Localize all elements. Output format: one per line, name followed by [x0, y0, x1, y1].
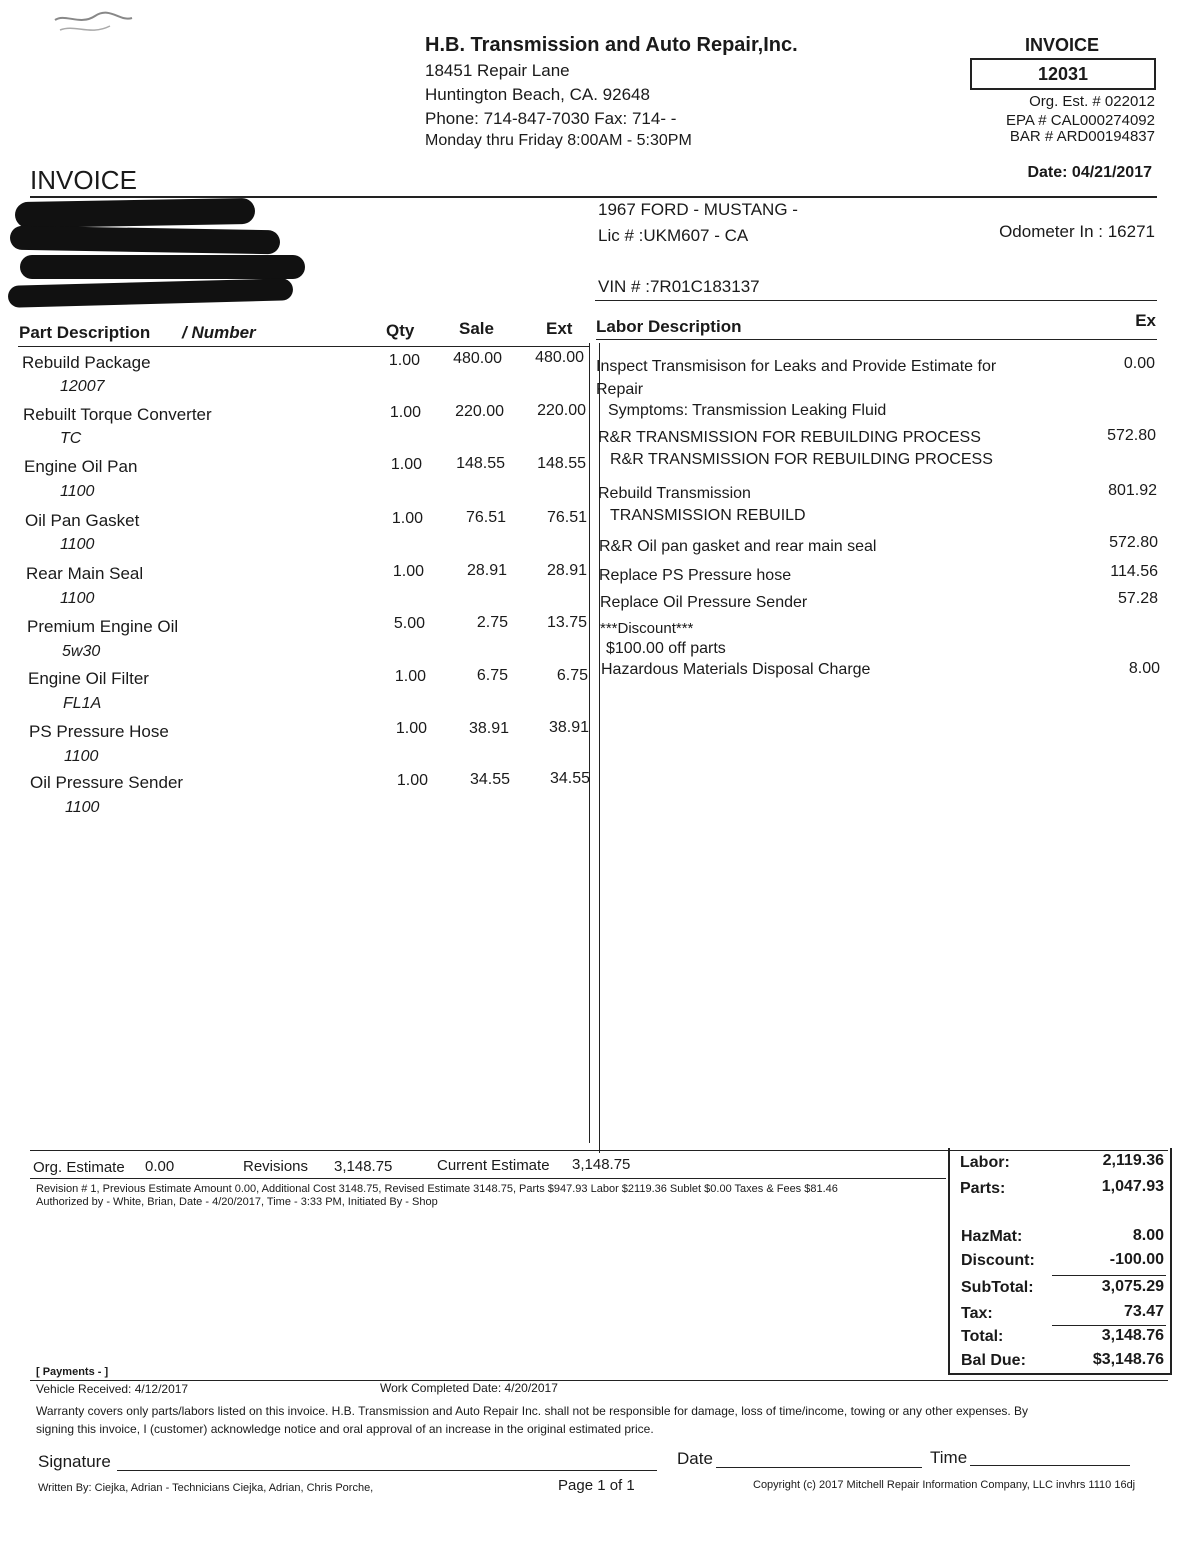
balance-due-label: Bal Due: — [961, 1352, 1026, 1369]
labor-line: $100.00 off parts — [606, 640, 726, 657]
vehicle-vin: VIN # :7R01C183137 — [598, 277, 760, 296]
tax-total: 73.47 — [1123, 1303, 1164, 1320]
epa-number: EPA # CAL000274092 — [1005, 112, 1155, 129]
part-sale: 480.00 — [453, 350, 502, 367]
part-sale: 76.51 — [465, 509, 506, 526]
part-qty: 5.00 — [393, 615, 425, 632]
labor-header-description: Labor Description — [596, 317, 742, 336]
part-number: FL1A — [63, 695, 102, 712]
part-qty: 1.00 — [390, 456, 422, 473]
part-number: 1100 — [60, 590, 95, 607]
current-estimate-value: 3,148.75 — [572, 1156, 631, 1173]
part-description: PS Pressure Hose — [29, 722, 169, 741]
part-description: Rear Main Seal — [26, 564, 144, 583]
labor-line: Rebuild Transmission — [598, 485, 751, 502]
vin-divider — [595, 300, 1157, 301]
part-sale: 220.00 — [455, 403, 504, 420]
part-sale: 148.55 — [456, 455, 505, 472]
odometer-in: Odometer In : 16271 — [999, 222, 1155, 241]
revision-note: Revision # 1, Previous Estimate Amount 0.00, Additional Cost 3148.75, Revised Estimate 3148.75, Parts $947.93 Labor $2119.36 Sublet $0.00 Taxes & Fees $81.46 — [36, 1183, 838, 1195]
warranty-line1: Warranty covers only parts/labors listed on this invoice. H.B. Transmission and Auto Repair Inc. shall not be responsible for damage, loss of time/income, towing or any other expenses. By — [36, 1404, 1029, 1418]
part-description: Rebuilt Torque Converter — [23, 405, 212, 424]
parts-total: 1,047.93 — [1101, 1178, 1164, 1195]
part-number: 1100 — [64, 748, 99, 765]
current-estimate-label: Current Estimate — [437, 1157, 550, 1174]
signature-line[interactable] — [117, 1470, 657, 1471]
scribble-mark — [40, 8, 140, 48]
written-by: Written By: Ciejka, Adrian - Technicians Ciejka, Adrian, Chris Porche, — [38, 1482, 374, 1494]
labor-line: TRANSMISSION REBUILD — [610, 507, 806, 524]
payments-label: [ Payments - ] — [36, 1366, 109, 1378]
total-divider — [1052, 1325, 1166, 1326]
parts-total-label: Parts: — [960, 1180, 1006, 1197]
parts-header-ext: Ext — [546, 319, 573, 338]
parts-header-qty: Qty — [386, 321, 415, 340]
part-sale: 6.75 — [476, 667, 508, 684]
warranty-line2: signing this invoice, I (customer) acknowledge notice and oral approval of an increase in the original estimated price. — [36, 1422, 654, 1436]
invoice-box-title: INVOICE — [1025, 35, 1100, 55]
estimate-divider — [30, 1178, 946, 1179]
header-divider — [30, 196, 1157, 198]
labor-line: R&R TRANSMISSION FOR REBUILDING PROCESS — [610, 451, 993, 468]
part-sale: 34.55 — [469, 771, 510, 788]
labor-total-label: Labor: — [960, 1154, 1010, 1171]
parts-labor-divider — [589, 343, 590, 1143]
labor-amount: 572.80 — [1109, 534, 1158, 551]
part-number: 1100 — [65, 799, 100, 816]
invoice-heading: INVOICE — [30, 165, 137, 195]
signature-label: Signature — [38, 1452, 111, 1471]
total-label: Total: — [961, 1328, 1004, 1345]
invoice-number: 12031 — [970, 58, 1156, 90]
part-ext: 6.75 — [556, 667, 588, 684]
labor-line: ***Discount*** — [600, 620, 694, 637]
shop-phone-fax: Phone: 714-847-7030 Fax: 714- - — [425, 109, 677, 128]
part-number: 1100 — [60, 536, 95, 553]
discount-label: Discount: — [961, 1252, 1035, 1269]
vehicle-received: Vehicle Received: 4/12/2017 — [36, 1382, 189, 1396]
labor-line: R&R TRANSMISSION FOR REBUILDING PROCESS — [598, 429, 981, 446]
revisions-label: Revisions — [243, 1158, 309, 1175]
part-ext: 220.00 — [537, 402, 586, 419]
part-ext: 76.51 — [546, 509, 587, 526]
vehicle-description: 1967 FORD - MUSTANG - — [598, 200, 798, 219]
part-sale: 28.91 — [466, 562, 507, 579]
hazmat-label: HazMat: — [961, 1228, 1023, 1245]
labor-line: R&R Oil pan gasket and rear main seal — [599, 538, 877, 555]
part-description: Oil Pan Gasket — [25, 511, 140, 530]
org-estimate-value: 0.00 — [145, 1158, 175, 1175]
tax-label: Tax: — [961, 1305, 993, 1322]
balance-due: $3,148.76 — [1092, 1351, 1164, 1368]
part-number: TC — [60, 430, 82, 447]
part-sale: 38.91 — [468, 720, 509, 737]
labor-line: Hazardous Materials Disposal Charge — [601, 661, 871, 678]
bar-number: BAR # ARD00194837 — [1009, 128, 1155, 145]
date-line[interactable] — [716, 1467, 922, 1468]
part-ext: 480.00 — [535, 349, 584, 366]
labor-line: Inspect Transmisison for Leaks and Provide Estimate for — [596, 358, 997, 375]
part-description: Engine Oil Filter — [28, 669, 149, 688]
labor-amount: 572.80 — [1107, 427, 1156, 444]
parts-header-divider — [18, 346, 590, 347]
part-ext: 34.55 — [549, 770, 590, 787]
authorized-note: Authorized by - White, Brian, Date - 4/20/2017, Time - 3:33 PM, Initiated By - Shop — [36, 1196, 438, 1208]
part-qty: 1.00 — [388, 352, 420, 369]
shop-address-line2: Huntington Beach, CA. 92648 — [425, 85, 650, 104]
labor-column-divider — [599, 343, 600, 1153]
part-description: Rebuild Package — [22, 353, 151, 372]
parts-header-number: / Number — [182, 323, 256, 342]
labor-line: Repair — [596, 381, 644, 398]
page-number: Page 1 of 1 — [558, 1477, 635, 1494]
part-number: 5w30 — [62, 643, 101, 660]
part-number: 1100 — [60, 483, 95, 500]
grand-total: 3,148.76 — [1101, 1327, 1164, 1344]
part-ext: 13.75 — [546, 614, 587, 631]
shop-address-line1: 18451 Repair Lane — [425, 61, 570, 80]
subtotal-divider — [1052, 1275, 1166, 1276]
part-ext: 148.55 — [537, 455, 586, 472]
part-qty: 1.00 — [389, 404, 421, 421]
work-completed: Work Completed Date: 4/20/2017 — [380, 1381, 558, 1395]
org-est-number: Org. Est. # 022012 — [1029, 93, 1155, 110]
part-description: Engine Oil Pan — [24, 457, 138, 476]
hazmat-total: 8.00 — [1132, 1227, 1164, 1244]
labor-amount: 57.28 — [1117, 590, 1158, 607]
parts-header-description: Part Description — [19, 323, 151, 342]
labor-total: 2,119.36 — [1102, 1152, 1164, 1169]
part-ext: 28.91 — [546, 562, 587, 579]
part-number: 12007 — [60, 378, 105, 395]
labor-amount: 0.00 — [1123, 355, 1155, 372]
footer-divider — [30, 1380, 1168, 1381]
labor-line: Symptoms: Transmission Leaking Fluid — [608, 402, 887, 419]
part-qty: 1.00 — [394, 668, 426, 685]
date-label: Date — [677, 1449, 713, 1468]
subtotal-label: SubTotal: — [961, 1279, 1034, 1296]
labor-line: Replace PS Pressure hose — [599, 567, 792, 584]
copyright: Copyright (c) 2017 Mitchell Repair Information Company, LLC invhrs 1110 16dj — [753, 1479, 1136, 1491]
labor-amount: 8.00 — [1128, 660, 1160, 677]
part-sale: 2.75 — [476, 614, 508, 631]
shop-name: H.B. Transmission and Auto Repair,Inc. — [425, 34, 798, 56]
discount-total: -100.00 — [1109, 1251, 1164, 1268]
part-qty: 1.00 — [396, 772, 428, 789]
invoice-date: Date: 04/21/2017 — [1027, 164, 1152, 181]
labor-amount: 801.92 — [1108, 482, 1157, 499]
part-description: Oil Pressure Sender — [30, 773, 184, 792]
subtotal: 3,075.29 — [1101, 1278, 1164, 1295]
labor-header-divider — [596, 339, 1157, 340]
shop-hours: Monday thru Friday 8:00AM - 5:30PM — [425, 132, 692, 149]
part-qty: 1.00 — [395, 720, 427, 737]
labor-line: Replace Oil Pressure Sender — [600, 594, 808, 611]
parts-header-sale: Sale — [459, 319, 494, 338]
org-estimate-label: Org. Estimate — [33, 1159, 125, 1176]
revisions-value: 3,148.75 — [334, 1158, 393, 1175]
vehicle-license: Lic # :UKM607 - CA — [598, 226, 749, 245]
labor-amount: 114.56 — [1110, 563, 1158, 580]
part-ext: 38.91 — [548, 719, 589, 736]
time-label: Time — [930, 1448, 968, 1467]
time-line[interactable] — [970, 1465, 1130, 1466]
labor-header-ex: Ex — [1135, 311, 1156, 330]
part-description: Premium Engine Oil — [27, 617, 179, 636]
part-qty: 1.00 — [391, 510, 423, 527]
part-qty: 1.00 — [392, 563, 424, 580]
